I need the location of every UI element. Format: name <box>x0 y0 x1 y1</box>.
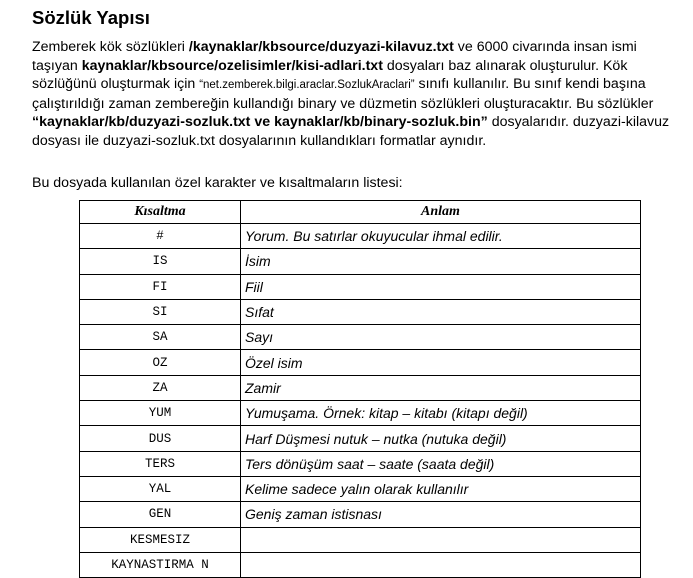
abbr-cell: TERS <box>80 451 241 476</box>
abbr-cell: IS <box>80 249 241 274</box>
meaning-cell: Ters dönüşüm saat – saate (saata değil) <box>241 451 641 476</box>
table-row <box>80 476 641 501</box>
abbreviation-table <box>79 200 641 578</box>
abbr-cell: FI <box>80 274 241 299</box>
table-row <box>80 350 641 375</box>
abbr-cell: SI <box>80 299 241 324</box>
list-intro: Bu dosyada kullanılan özel karakter ve kısaltmaların listesi: <box>32 175 403 191</box>
abbr-cell: YAL <box>80 476 241 501</box>
meaning-cell: Yorum. Bu satırlar okuyucular ihmal edilir. <box>241 224 641 249</box>
meaning-cell: İsim <box>241 249 641 274</box>
text-run: dosyaları baz alınarak oluşturulur. Kök sözlüğünü oluşturmak için <box>32 57 628 92</box>
meaning-cell: Kelime sadece yalın olarak kullanılır <box>241 476 641 501</box>
description-paragraph <box>32 38 682 150</box>
section-title: Sözlük Yapısı <box>32 7 150 28</box>
path-sozluk-files: “kaynaklar/kb/duzyazi-sozluk.txt ve kaynaklar/kb/binary-sozluk.bin” <box>32 114 488 130</box>
table-row <box>80 451 641 476</box>
text-run: ve 6000 civarında insan ismi taşıyan <box>32 39 637 74</box>
abbr-cell: OZ <box>80 350 241 375</box>
meaning-cell: Zamir <box>241 375 641 400</box>
table-header-row <box>80 201 641 224</box>
abbr-cell: KAYNASTIRMA N <box>80 552 241 577</box>
abbr-cell: KESMESIZ <box>80 527 241 552</box>
table-row <box>80 224 641 249</box>
table-row <box>80 401 641 426</box>
table-row <box>80 527 641 552</box>
meaning-cell: Geniş zaman istisnası <box>241 502 641 527</box>
meaning-cell <box>241 527 641 552</box>
abbr-cell: SA <box>80 325 241 350</box>
table-row <box>80 299 641 324</box>
path-kisi-adlari: kaynaklar/kbsource/ozelisimler/kisi-adlari.txt <box>81 57 383 74</box>
meaning-cell: Sıfat <box>241 299 641 324</box>
table-row <box>80 325 641 350</box>
abbr-cell: # <box>80 224 241 249</box>
header-abbreviation: Kısaltma <box>80 201 241 224</box>
table-row <box>80 426 641 451</box>
abbr-cell: ZA <box>80 375 241 400</box>
abbr-cell: YUM <box>80 401 241 426</box>
header-meaning: Anlam <box>241 201 641 224</box>
meaning-cell: Özel isim <box>241 350 641 375</box>
abbr-cell: GEN <box>80 502 241 527</box>
meaning-cell: Harf Düşmesi nutuk – nutka (nutuka değil) <box>241 426 641 451</box>
path-kilavuz: /kaynaklar/kbsource/duzyazi-kilavuz.txt <box>188 39 454 55</box>
table-row <box>80 502 641 527</box>
text-run: sınıfı kullanılır. Bu sınıf kendi başına çalıştırıldığı zaman zembereğin kullandığı binary ve düzmetin sözlükleri oluşturacaktır. Bu sözlükler <box>32 76 654 112</box>
meaning-cell: Fiil <box>241 274 641 299</box>
text-run: dosyalarıdır. duzyazi-kilavuz dosyası ile duzyazi-sozluk.txt dosyalarının kullandıkları formatlar aynıdır. <box>32 114 670 149</box>
table-row <box>80 274 641 299</box>
text-run: Zemberek kök sözlükleri <box>32 39 189 55</box>
class-name: “net.zemberek.bilgi.araclar.SozlukAraclari” <box>199 79 415 91</box>
abbr-cell: DUS <box>80 426 241 451</box>
table-row <box>80 375 641 400</box>
meaning-cell: Sayı <box>241 325 641 350</box>
meaning-cell: Yumuşama. Örnek: kitap – kitabı (kitapı değil) <box>241 401 641 426</box>
table-row <box>80 249 641 274</box>
